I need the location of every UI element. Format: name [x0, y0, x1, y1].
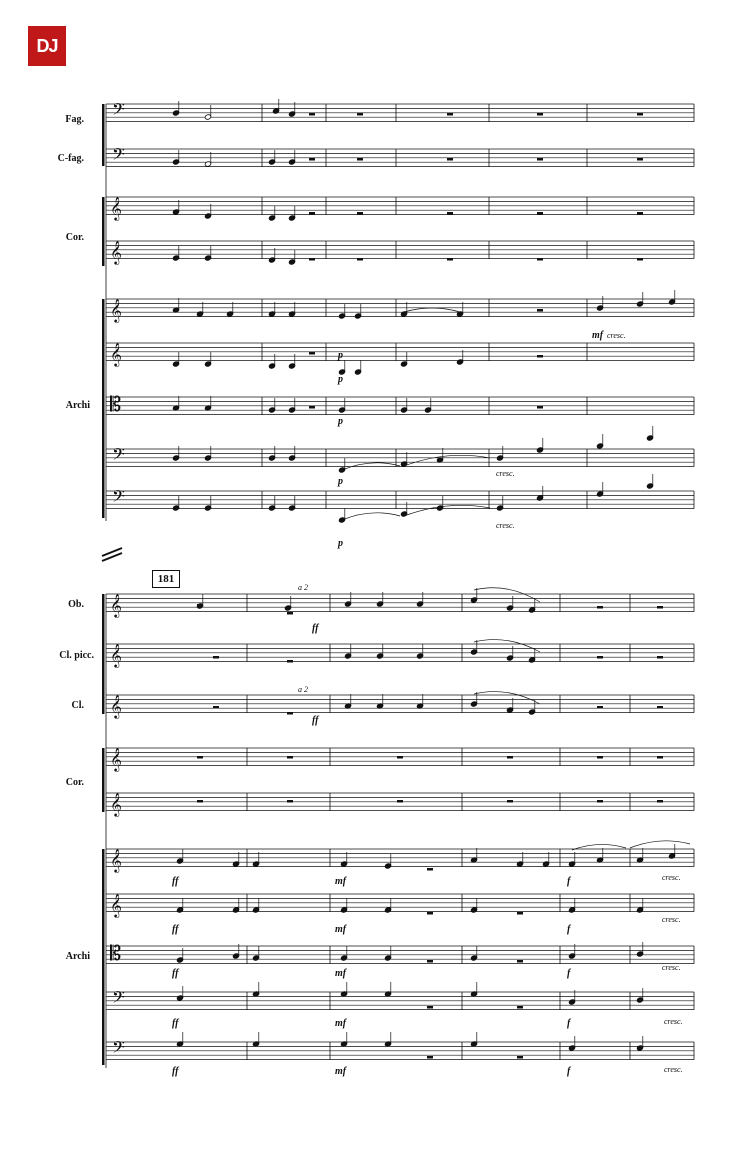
- s2-rest-26: [427, 960, 433, 963]
- label-clarinets: Cl.: [71, 700, 84, 711]
- s2-rest-12: [507, 800, 513, 803]
- s2-rest-13: [597, 800, 603, 803]
- dyn-s1-va-p: p: [338, 416, 343, 427]
- s2-rest-22: [287, 660, 293, 663]
- dyn-s2-ob-ff: ff: [312, 623, 319, 634]
- s1-cb-slur-2: [404, 505, 490, 516]
- rehearsal-mark: 181: [152, 570, 180, 588]
- s1-rest-14: [537, 258, 543, 261]
- s2-rest-2: [213, 706, 219, 709]
- s2-rest-14: [657, 800, 663, 803]
- s1-rest-3: [637, 113, 643, 116]
- expr-s1-cb-cresc: cresc.: [496, 521, 515, 530]
- label-oboes: Ob.: [68, 599, 84, 610]
- dyn-s1-cb-p: p: [338, 538, 343, 549]
- publisher-logo: DJ: [28, 26, 66, 66]
- dyn-s2-vn2-mf: mf: [335, 924, 347, 935]
- s2-rest-23: [287, 712, 293, 715]
- s2-bracket-winds: [102, 594, 105, 714]
- dyn-s2-vc-mf: mf: [335, 1018, 347, 1029]
- s1-rest-4: [357, 158, 363, 161]
- label-strings-2: Archi: [65, 951, 90, 962]
- s1-rest-0: [357, 113, 363, 116]
- s2-treble-clef-4: 𝄞: [110, 792, 122, 816]
- s2-rest-1: [213, 656, 219, 659]
- dyn-s2-vc-f: f: [567, 1018, 571, 1029]
- s2-rest-10: [287, 800, 293, 803]
- s2-treble-clef-6: 𝄞: [110, 893, 122, 917]
- s2-clp-slur: [474, 640, 540, 652]
- s2-rest-29: [517, 912, 523, 915]
- s2-rest-7: [597, 756, 603, 759]
- s1-rest-7: [637, 158, 643, 161]
- s2-bass-clef-0: 𝄢: [112, 987, 125, 1011]
- s1-rest-10: [537, 212, 543, 215]
- dyn-s1-vn2-p: p: [338, 374, 343, 385]
- s2-bracket-strings: [102, 849, 105, 1065]
- s2-treble-clef-0: 𝄞: [110, 593, 122, 617]
- label-horns: Cor.: [65, 232, 84, 243]
- s2-rest-8: [657, 756, 663, 759]
- s1-treble-clef-1: 𝄞: [110, 240, 122, 264]
- dyn-s2-va-f: f: [567, 968, 571, 979]
- s1-bracket-winds: [102, 104, 105, 166]
- s1-bracket-horns: [102, 197, 105, 266]
- s1-rest-22: [309, 258, 315, 261]
- s2-rest-25: [427, 912, 433, 915]
- dyn-s2-vn1-f: f: [567, 876, 571, 887]
- s1-rest-12: [357, 258, 363, 261]
- s2-rest-27: [427, 1006, 433, 1009]
- s2-rest-21: [287, 612, 293, 615]
- s1-bass-clef-0: 𝄢: [112, 99, 125, 123]
- s2-bass-clef-1: 𝄢: [112, 1037, 125, 1061]
- s2-rest-17: [597, 656, 603, 659]
- s1-vn1-slur: [404, 308, 460, 312]
- s2-rest-15: [597, 606, 603, 609]
- s2-vn1-slur-2: [630, 841, 690, 848]
- s2-cl-slur: [474, 692, 540, 704]
- dyn-s1-vn1-mf: mf: [592, 330, 604, 341]
- s2-alto-clef: 𝄡: [110, 941, 122, 965]
- s1-treble-clef-0: 𝄞: [110, 196, 122, 220]
- s2-rest-19: [597, 706, 603, 709]
- s1-rest-8: [357, 212, 363, 215]
- s2-rest-28: [427, 1056, 433, 1059]
- s2-bracket-horns: [102, 748, 105, 812]
- s2-rest-6: [507, 756, 513, 759]
- s2-rest-4: [287, 756, 293, 759]
- s1-cb-slur: [342, 513, 400, 520]
- s1-rest-17: [537, 355, 543, 358]
- dyn-s2-cb-ff: ff: [172, 1066, 179, 1077]
- s2-rest-11: [397, 800, 403, 803]
- dyn-s2-cb-mf: mf: [335, 1066, 347, 1077]
- dyn-s2-va-mf: mf: [335, 968, 347, 979]
- s1-rest-21: [309, 212, 315, 215]
- s1-rest-1: [447, 113, 453, 116]
- s1-rest-19: [309, 113, 315, 116]
- expr-s2-cb-cresc: cresc.: [664, 1065, 683, 1074]
- s1-bass-clef-1: 𝄢: [112, 144, 125, 168]
- expr-s1-vn1-cresc: cresc.: [607, 331, 626, 340]
- label-contrabassoon: C-fag.: [57, 153, 84, 164]
- dyn-s2-cb-f: f: [567, 1066, 571, 1077]
- s2-treble-clef-2: 𝄞: [110, 694, 122, 718]
- s1-alto-clef: 𝄡: [110, 392, 122, 416]
- label-bassoon: Fag.: [65, 114, 84, 125]
- s2-ob-slur: [474, 588, 540, 602]
- s1-rest-24: [309, 406, 315, 409]
- s2-rest-32: [517, 1056, 523, 1059]
- s1-rest-2: [537, 113, 543, 116]
- dyn-s2-vn1-ff: ff: [172, 876, 179, 887]
- s1-rest-13: [447, 258, 453, 261]
- s2-treble-clef-1: 𝄞: [110, 643, 122, 667]
- s2-rest-31: [517, 1006, 523, 1009]
- s1-vc-slur-2: [404, 455, 490, 466]
- s1-rest-9: [447, 212, 453, 215]
- s1-rest-18: [537, 406, 543, 409]
- expr-s2-vn1-cresc: cresc.: [662, 873, 681, 882]
- label-strings: Archi: [65, 400, 90, 411]
- s1-rest-23: [309, 352, 315, 355]
- s1-bass-clef-3: 𝄢: [112, 486, 125, 510]
- expr-s2-vc-cresc: cresc.: [664, 1017, 683, 1026]
- s2-treble-clef-3: 𝄞: [110, 747, 122, 771]
- s2-rest-5: [397, 756, 403, 759]
- s2-rest-3: [197, 756, 203, 759]
- s2-rest-9: [197, 800, 203, 803]
- s1-treble-clef-3: 𝄞: [110, 342, 122, 366]
- dyn-s2-vn2-f: f: [567, 924, 571, 935]
- s2-rest-18: [657, 656, 663, 659]
- mark-cl-a2: a 2: [298, 685, 308, 694]
- s1-rest-11: [637, 212, 643, 215]
- dyn-s2-vn2-ff: ff: [172, 924, 179, 935]
- dyn-s2-va-ff: ff: [172, 968, 179, 979]
- mark-ob-a2: a 2: [298, 583, 308, 592]
- expr-s1-vc-cresc: cresc.: [496, 469, 515, 478]
- label-horns-2: Cor.: [65, 777, 84, 788]
- expr-s2-va-cresc: cresc.: [662, 963, 681, 972]
- s2-treble-clef-5: 𝄞: [110, 848, 122, 872]
- dyn-s1-vn1-p: p: [338, 350, 343, 361]
- dyn-s2-vn1-mf: mf: [335, 876, 347, 887]
- s1-rest-20: [309, 158, 315, 161]
- s2-rest-30: [517, 960, 523, 963]
- s2-rest-0: [197, 604, 203, 607]
- s1-treble-clef-2: 𝄞: [110, 298, 122, 322]
- dyn-s2-cl-ff: ff: [312, 715, 319, 726]
- dyn-s2-vc-ff: ff: [172, 1018, 179, 1029]
- s2-rest-24: [427, 868, 433, 871]
- s2-rest-20: [657, 706, 663, 709]
- s1-rest-5: [447, 158, 453, 161]
- label-piccolo-clarinet: Cl. picc.: [59, 650, 94, 661]
- s2-rest-16: [657, 606, 663, 609]
- s1-rest-15: [637, 258, 643, 261]
- dyn-s1-vc-p: p: [338, 476, 343, 487]
- s1-rest-16: [537, 309, 543, 312]
- s1-rest-6: [537, 158, 543, 161]
- expr-s2-vn2-cresc: cresc.: [662, 915, 681, 924]
- s1-bass-clef-2: 𝄢: [112, 444, 125, 468]
- s1-bracket-strings: [102, 299, 105, 518]
